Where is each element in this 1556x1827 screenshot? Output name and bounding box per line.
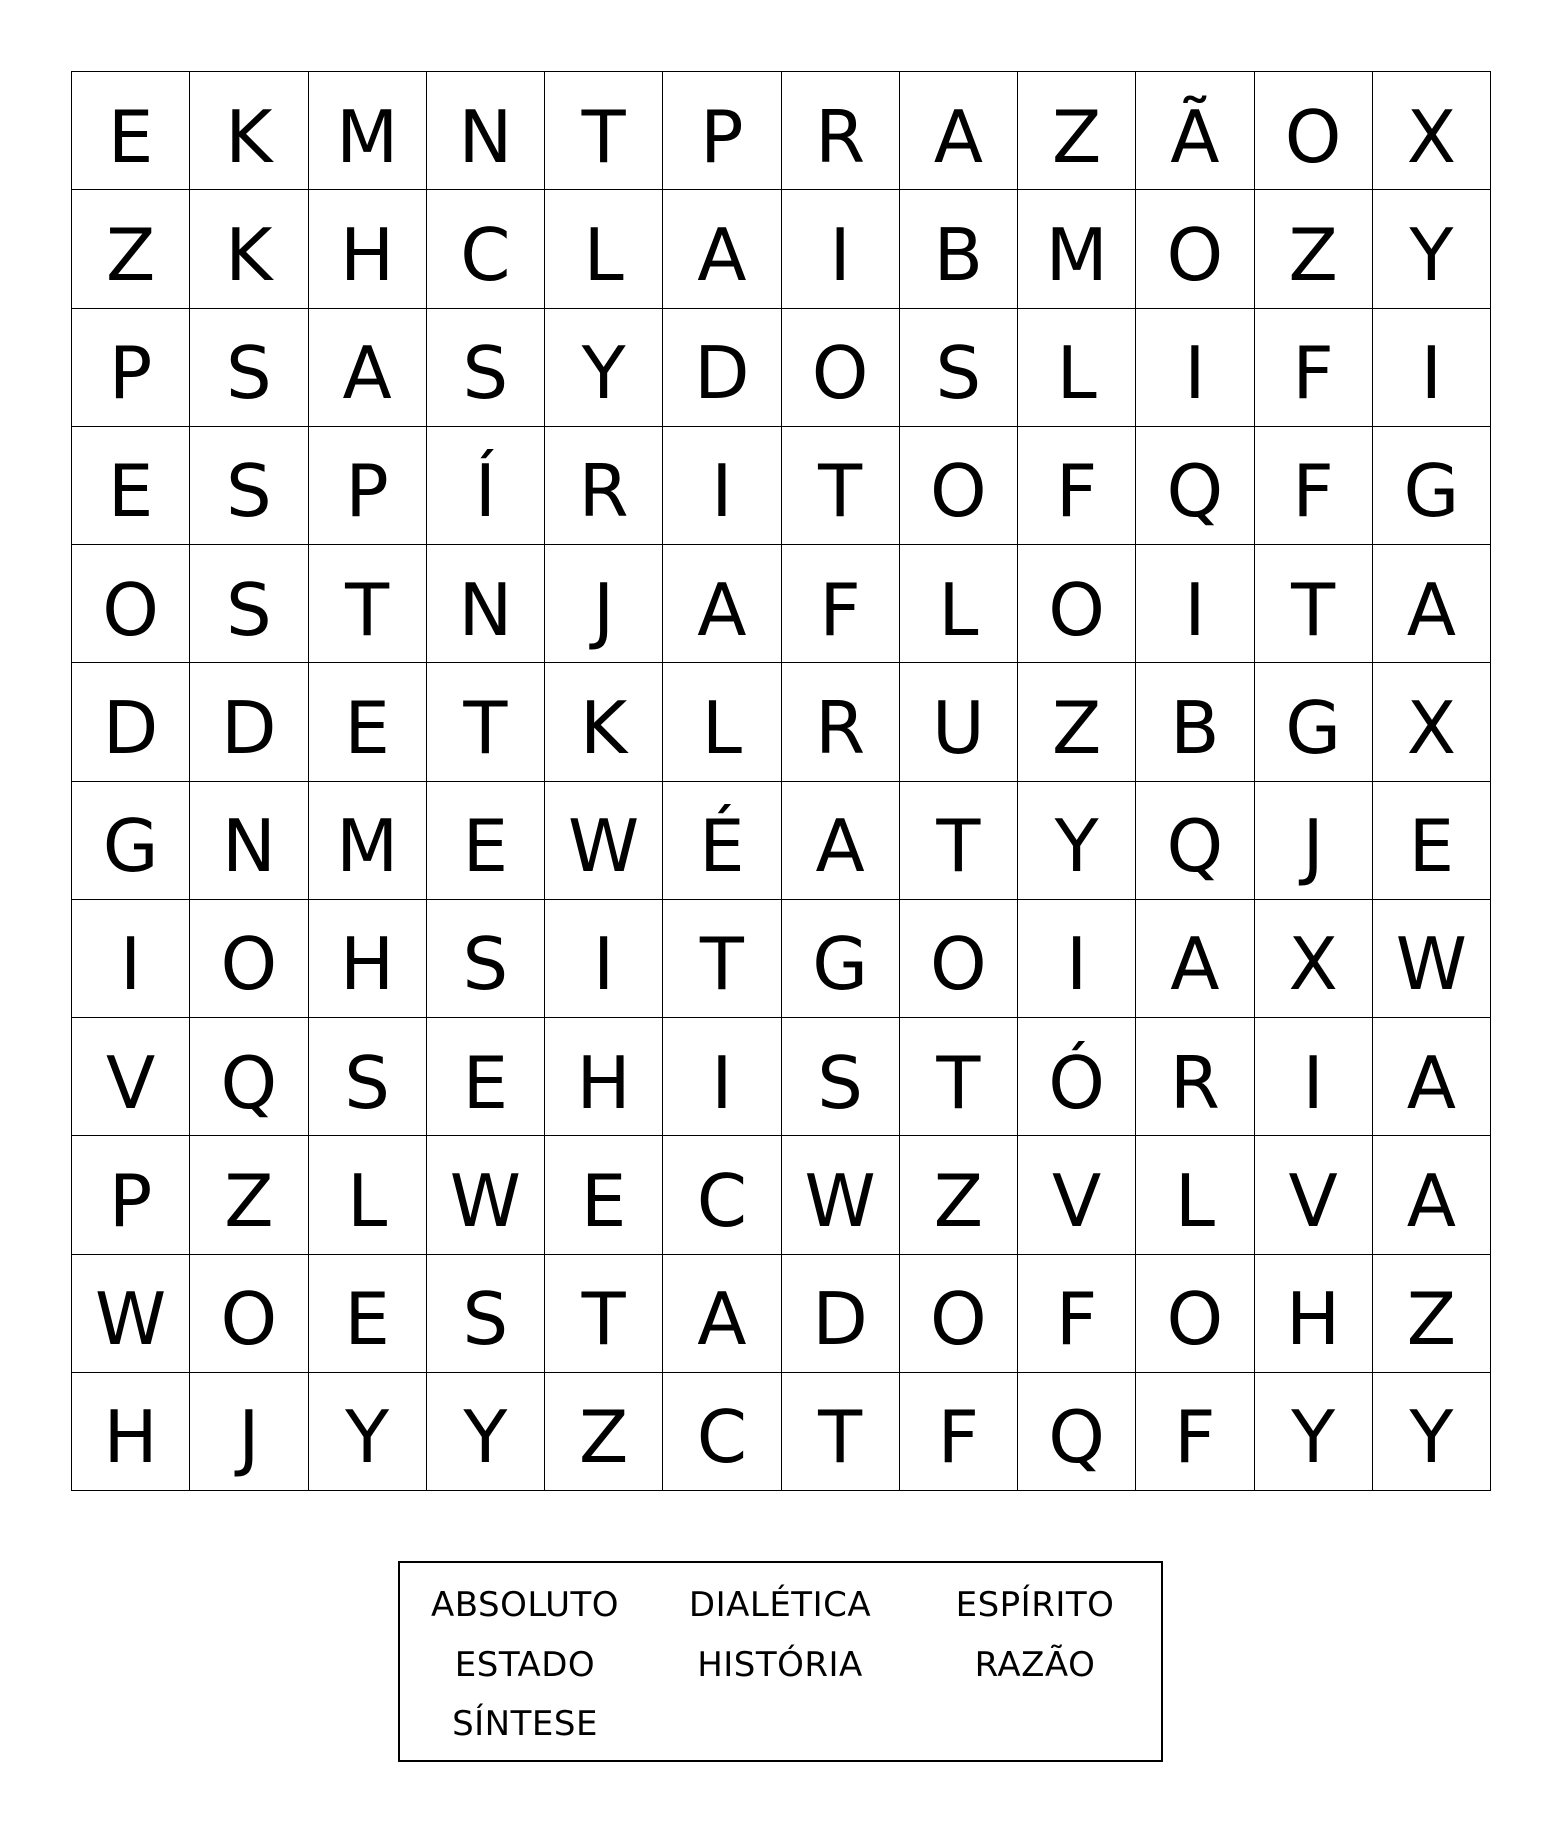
grid-cell[interactable]: R: [782, 663, 900, 781]
grid-cell[interactable]: Z: [190, 1136, 308, 1254]
grid-cell[interactable]: O: [900, 900, 1018, 1018]
grid-cell[interactable]: X: [1255, 900, 1373, 1018]
grid-cell[interactable]: Z: [1018, 72, 1136, 190]
grid-cell[interactable]: F: [900, 1373, 1018, 1491]
grid-cell[interactable]: F: [1018, 1255, 1136, 1373]
grid-cell[interactable]: Ã: [1136, 72, 1254, 190]
grid-cell[interactable]: V: [72, 1018, 190, 1136]
grid-cell[interactable]: O: [190, 900, 308, 1018]
grid-cell[interactable]: T: [900, 1018, 1018, 1136]
grid-cell[interactable]: A: [1136, 900, 1254, 1018]
grid-cell[interactable]: E: [545, 1136, 663, 1254]
grid-cell[interactable]: Z: [72, 190, 190, 308]
grid-cell[interactable]: P: [72, 1136, 190, 1254]
grid-cell[interactable]: A: [663, 545, 781, 663]
grid-cell[interactable]: K: [190, 72, 308, 190]
grid-cell[interactable]: M: [309, 72, 427, 190]
grid-cell[interactable]: W: [545, 782, 663, 900]
grid-cell[interactable]: B: [1136, 663, 1254, 781]
grid-cell[interactable]: B: [900, 190, 1018, 308]
grid-cell[interactable]: Z: [900, 1136, 1018, 1254]
grid-cell[interactable]: C: [663, 1373, 781, 1491]
grid-cell[interactable]: V: [1018, 1136, 1136, 1254]
grid-cell[interactable]: I: [1136, 545, 1254, 663]
grid-cell[interactable]: W: [72, 1255, 190, 1373]
grid-cell[interactable]: J: [190, 1373, 308, 1491]
grid-cell[interactable]: I: [782, 190, 900, 308]
grid-cell[interactable]: P: [309, 427, 427, 545]
word-list-item: DIALÉTICA: [688, 1585, 872, 1625]
grid-cell[interactable]: O: [1136, 190, 1254, 308]
grid-cell[interactable]: W: [782, 1136, 900, 1254]
grid-cell[interactable]: E: [427, 782, 545, 900]
grid-cell[interactable]: E: [72, 72, 190, 190]
grid-cell[interactable]: O: [1018, 545, 1136, 663]
grid-cell[interactable]: R: [782, 72, 900, 190]
grid-cell[interactable]: O: [72, 545, 190, 663]
grid-cell[interactable]: A: [782, 782, 900, 900]
grid-cell[interactable]: N: [427, 72, 545, 190]
grid-cell[interactable]: Q: [1136, 427, 1254, 545]
grid-cell[interactable]: D: [782, 1255, 900, 1373]
grid-cell[interactable]: E: [309, 663, 427, 781]
grid-cell[interactable]: X: [1373, 663, 1491, 781]
grid-cell[interactable]: F: [1255, 309, 1373, 427]
grid-cell[interactable]: Y: [1255, 1373, 1373, 1491]
grid-cell[interactable]: U: [900, 663, 1018, 781]
grid-cell[interactable]: G: [72, 782, 190, 900]
grid-cell[interactable]: G: [1255, 663, 1373, 781]
grid-cell[interactable]: S: [190, 309, 308, 427]
grid-cell[interactable]: L: [900, 545, 1018, 663]
grid-cell[interactable]: Q: [190, 1018, 308, 1136]
grid-cell[interactable]: Q: [1136, 782, 1254, 900]
grid-cell[interactable]: A: [900, 72, 1018, 190]
grid-cell[interactable]: I: [545, 900, 663, 1018]
grid-cell[interactable]: F: [1255, 427, 1373, 545]
grid-cell[interactable]: A: [1373, 1136, 1491, 1254]
grid-cell[interactable]: I: [1373, 309, 1491, 427]
grid-cell[interactable]: R: [545, 427, 663, 545]
grid-cell[interactable]: S: [190, 427, 308, 545]
grid-cell[interactable]: I: [1136, 309, 1254, 427]
grid-cell[interactable]: Í: [427, 427, 545, 545]
grid-cell[interactable]: J: [1255, 782, 1373, 900]
grid-cell[interactable]: G: [1373, 427, 1491, 545]
grid-cell[interactable]: Y: [1373, 190, 1491, 308]
grid-cell[interactable]: O: [1136, 1255, 1254, 1373]
word-list-item: ABSOLUTO: [431, 1585, 619, 1625]
word-list-item: ESTADO: [454, 1645, 596, 1685]
grid-cell[interactable]: H: [1255, 1255, 1373, 1373]
grid-cell[interactable]: F: [1018, 427, 1136, 545]
grid-cell[interactable]: T: [427, 663, 545, 781]
grid-cell[interactable]: M: [1018, 190, 1136, 308]
grid-cell[interactable]: Y: [1018, 782, 1136, 900]
grid-cell[interactable]: S: [427, 1255, 545, 1373]
grid-cell[interactable]: Z: [1255, 190, 1373, 308]
grid-cell[interactable]: S: [190, 545, 308, 663]
grid-cell[interactable]: G: [782, 900, 900, 1018]
grid-cell[interactable]: O: [900, 427, 1018, 545]
grid-cell[interactable]: I: [663, 1018, 781, 1136]
grid-cell[interactable]: I: [1255, 1018, 1373, 1136]
grid-cell[interactable]: O: [190, 1255, 308, 1373]
grid-cell[interactable]: K: [545, 663, 663, 781]
grid-cell[interactable]: T: [663, 900, 781, 1018]
word-list-item: ESPÍRITO: [955, 1585, 1115, 1625]
grid-cell[interactable]: L: [545, 190, 663, 308]
grid-cell[interactable]: Z: [1018, 663, 1136, 781]
grid-cell[interactable]: Y: [427, 1373, 545, 1491]
grid-cell[interactable]: Z: [545, 1373, 663, 1491]
grid-cell[interactable]: E: [72, 427, 190, 545]
grid-cell[interactable]: T: [782, 427, 900, 545]
grid-cell[interactable]: A: [1373, 1018, 1491, 1136]
grid-cell[interactable]: N: [427, 545, 545, 663]
grid-cell[interactable]: A: [1373, 545, 1491, 663]
grid-cell[interactable]: X: [1373, 72, 1491, 190]
grid-cell[interactable]: O: [782, 309, 900, 427]
grid-cell[interactable]: I: [663, 427, 781, 545]
grid-cell[interactable]: I: [72, 900, 190, 1018]
grid-cell[interactable]: P: [72, 309, 190, 427]
grid-cell[interactable]: L: [663, 663, 781, 781]
grid-cell[interactable]: T: [309, 545, 427, 663]
grid-cell[interactable]: M: [309, 782, 427, 900]
grid-cell[interactable]: A: [663, 190, 781, 308]
grid-cell[interactable]: H: [309, 900, 427, 1018]
grid-cell[interactable]: D: [663, 309, 781, 427]
grid-cell[interactable]: S: [782, 1018, 900, 1136]
grid-cell[interactable]: V: [1255, 1136, 1373, 1254]
grid-cell[interactable]: F: [1136, 1373, 1254, 1491]
grid-cell[interactable]: L: [309, 1136, 427, 1254]
grid-cell[interactable]: R: [1136, 1018, 1254, 1136]
grid-cell[interactable]: O: [1255, 72, 1373, 190]
grid-cell[interactable]: Y: [545, 309, 663, 427]
grid-cell[interactable]: Q: [1018, 1373, 1136, 1491]
grid-cell[interactable]: O: [900, 1255, 1018, 1373]
grid-cell[interactable]: F: [782, 545, 900, 663]
grid-cell[interactable]: S: [427, 900, 545, 1018]
grid-cell[interactable]: T: [545, 72, 663, 190]
word-list-item: HISTÓRIA: [697, 1645, 863, 1685]
grid-cell[interactable]: S: [427, 309, 545, 427]
grid-cell[interactable]: E: [309, 1255, 427, 1373]
grid-cell[interactable]: A: [663, 1255, 781, 1373]
grid-cell[interactable]: A: [309, 309, 427, 427]
grid-cell[interactable]: É: [663, 782, 781, 900]
grid-cell[interactable]: E: [427, 1018, 545, 1136]
grid-cell[interactable]: H: [545, 1018, 663, 1136]
grid-cell[interactable]: S: [900, 309, 1018, 427]
grid-cell[interactable]: D: [72, 663, 190, 781]
grid-cell[interactable]: L: [1136, 1136, 1254, 1254]
grid-cell[interactable]: Z: [1373, 1255, 1491, 1373]
grid-cell[interactable]: S: [309, 1018, 427, 1136]
grid-cell[interactable]: W: [1373, 900, 1491, 1018]
grid-cell[interactable]: C: [427, 190, 545, 308]
grid-cell[interactable]: J: [545, 545, 663, 663]
word-search-grid: [71, 71, 1491, 1491]
grid-cell[interactable]: N: [190, 782, 308, 900]
grid-cell[interactable]: L: [1018, 309, 1136, 427]
grid-cell[interactable]: D: [190, 663, 308, 781]
grid-cell[interactable]: Ó: [1018, 1018, 1136, 1136]
grid-cell[interactable]: T: [545, 1255, 663, 1373]
grid-cell[interactable]: K: [190, 190, 308, 308]
word-list-item: SÍNTESE: [452, 1704, 598, 1744]
grid-cell[interactable]: Y: [1373, 1373, 1491, 1491]
grid-cell[interactable]: Y: [309, 1373, 427, 1491]
grid-cell[interactable]: I: [1018, 900, 1136, 1018]
word-list-item: RAZÃO: [974, 1645, 1096, 1685]
grid-cell[interactable]: H: [72, 1373, 190, 1491]
grid-cell[interactable]: H: [309, 190, 427, 308]
grid-cell[interactable]: T: [900, 782, 1018, 900]
word-list: [398, 1561, 1163, 1762]
grid-cell[interactable]: W: [427, 1136, 545, 1254]
grid-cell[interactable]: P: [663, 72, 781, 190]
grid-cell[interactable]: E: [1373, 782, 1491, 900]
grid-cell[interactable]: C: [663, 1136, 781, 1254]
grid-cell[interactable]: T: [1255, 545, 1373, 663]
grid-cell[interactable]: T: [782, 1373, 900, 1491]
